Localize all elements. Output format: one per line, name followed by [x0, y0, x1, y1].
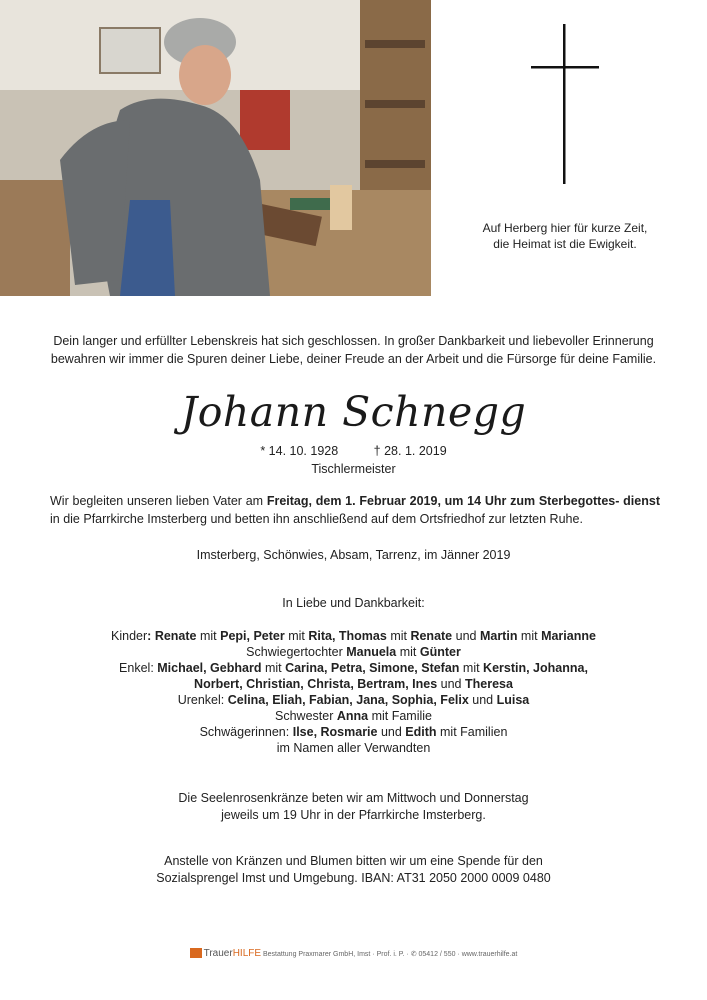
- rosary-info: [0, 790, 707, 824]
- intro-text: [0, 332, 707, 368]
- family-list: [0, 628, 707, 756]
- funeral-date: Freitag, dem 1. Februar 2019, um 14 Uhr zum Sterbegottes-: [266, 494, 620, 508]
- family-grandchildren-2: Norbert, Christian, Christa, Bertram, Ines und Theresa: [194, 677, 513, 691]
- intro-line-2: bewahren wir immer die Spuren deiner Liebe, deiner Freude an der Arbeit und die Fürsorge für deine Familie.: [50, 352, 657, 366]
- portrait-photo: [0, 0, 431, 296]
- family-sister: Schwester Anna mit Familie: [275, 709, 432, 723]
- life-dates: [0, 444, 707, 458]
- footer-details: Bestattung Praxmarer GmbH, Imst · Prof. i. P. · ✆ 05412 / 550 · www.trauerhilfe.at: [263, 951, 518, 958]
- cross-icon: [531, 24, 599, 184]
- family-grandchildren-1: Enkel: Michael, Gebhard mit Carina, Petra, Simone, Stefan mit Kerstin, Johanna,: [119, 661, 588, 675]
- funeral-service: dienst: [623, 494, 660, 508]
- closing-phrase: In Liebe und Dankbarkeit:: [282, 596, 425, 610]
- footer: [0, 948, 707, 960]
- death-date: † 28. 1. 2019: [373, 444, 447, 458]
- family-relatives: im Namen aller Verwandten: [276, 741, 431, 755]
- deceased-name: Johann Schnegg: [180, 388, 527, 436]
- family-children: Kinder: Renate mit Pepi, Peter mit Rita, Thomas mit Renate und Martin mit Marianne: [111, 629, 596, 643]
- donation-line-2: Sozialsprengel Imst und Umgebung. IBAN: AT31 2050 2000 0009 0480: [156, 871, 551, 885]
- motto-line-1: Auf Herberg hier für kurze Zeit,: [482, 221, 648, 235]
- intro-line-1: Dein langer und erfüllter Lebenskreis hat sich geschlossen. In großer Dankbarkeit und liebevoller Erinnerung: [53, 334, 654, 348]
- family-great-grandchildren: Urenkel: Celina, Eliah, Fabian, Jana, Sophia, Felix und Luisa: [177, 693, 530, 707]
- family-sisters-in-law: Schwägerinnen: Ilse, Rosmarie und Edith mit Familien: [199, 725, 508, 739]
- donation-line-1: Anstelle von Kränzen und Blumen bitten wir um eine Spende für den: [164, 854, 543, 868]
- funeral-announcement: [50, 492, 660, 528]
- rosary-line-2: jeweils um 19 Uhr in der Pfarrkirche Imsterberg.: [221, 808, 486, 822]
- donation-info: [0, 853, 707, 887]
- brand-name: Trauer: [203, 948, 233, 959]
- motto-verse: [455, 220, 675, 252]
- place-and-date: Imsterberg, Schönwies, Absam, Tarrenz, im Jänner 2019: [196, 548, 511, 562]
- family-daughter-in-law: Schwiegertochter Manuela mit Günter: [246, 645, 461, 659]
- trauerhilfe-logo-icon: [190, 948, 202, 960]
- funeral-text-2: in die Pfarrkirche Imsterberg und betten ihn anschließend auf dem Ortsfriedhof zur letzten Ruhe.: [50, 512, 583, 526]
- birth-date: * 14. 10. 1928: [260, 444, 339, 458]
- rosary-line-1: Die Seelenrosenkränze beten wir am Mittwoch und Donnerstag: [178, 791, 529, 805]
- funeral-text-1: Wir begleiten unseren lieben Vater am: [50, 494, 267, 508]
- brand-name-accent: HILFE: [232, 948, 262, 959]
- occupation: Tischlermeister: [311, 462, 396, 476]
- motto-line-2: die Heimat ist die Ewigkeit.: [493, 237, 637, 251]
